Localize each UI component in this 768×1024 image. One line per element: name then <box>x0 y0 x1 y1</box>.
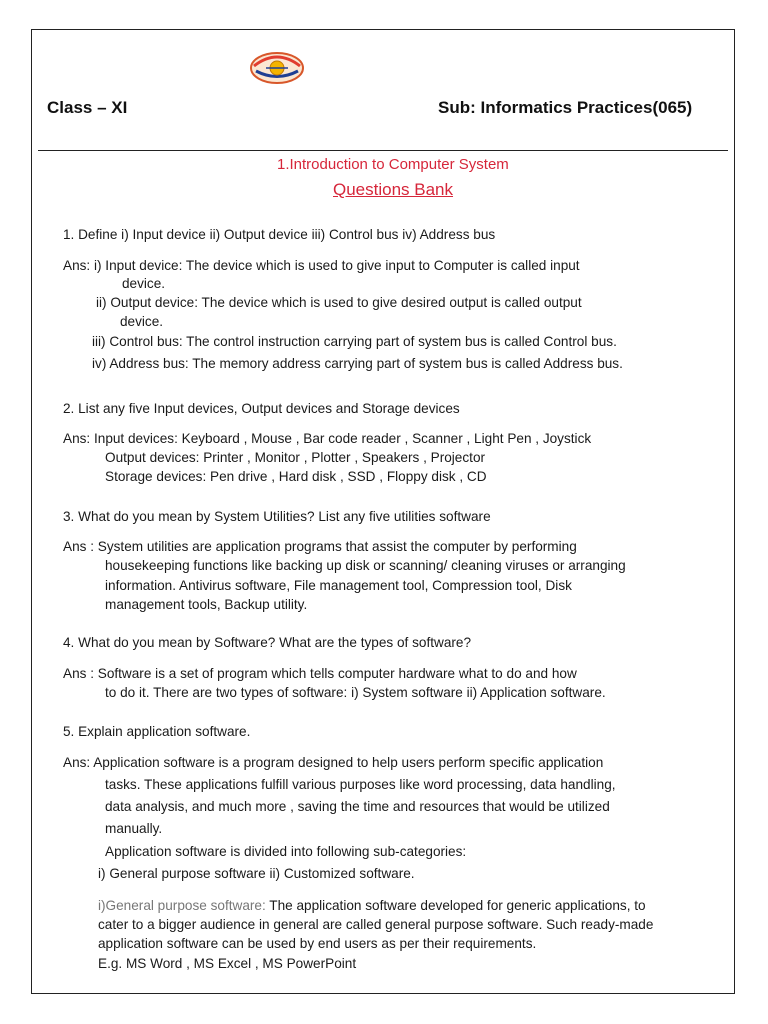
school-logo <box>248 50 306 86</box>
question-2: 2. List any five Input devices, Output devices and Storage devices <box>63 401 460 416</box>
answer-3-line: housekeeping functions like backing up disk or scanning/ cleaning viruses or arranging <box>105 558 626 573</box>
question-1: 1. Define i) Input device ii) Output device iii) Control bus iv) Address bus <box>63 227 496 242</box>
chapter-title: 1.Introduction to Computer System <box>277 156 509 173</box>
general-purpose-line: The application software developed for generic applications, to <box>269 898 646 913</box>
general-purpose-paragraph <box>98 896 646 915</box>
answer-4-line: to do it. There are two types of software: i) System software ii) Application software. <box>105 685 606 700</box>
answer-3-line: Ans : System utilities are application programs that assist the computer by performing <box>63 539 577 554</box>
answer-5-line: Ans: Application software is a program designed to help users perform specific application <box>63 755 604 770</box>
question-3: 3. What do you mean by System Utilities? List any five utilities software <box>63 509 491 524</box>
question-5: 5. Explain application software. <box>63 724 251 739</box>
general-purpose-line: cater to a bigger audience in general are called general purpose software. Such ready-made <box>98 917 654 932</box>
subject-label: Sub: Informatics Practices(065) <box>438 98 693 117</box>
answer-1-line: Ans: i) Input device: The device which is used to give input to Computer is called input <box>63 258 580 273</box>
header-divider <box>38 150 728 151</box>
answer-5-line: data analysis, and much more , saving the time and resources that would be utilized <box>105 799 610 814</box>
class-label: Class – XI <box>47 98 128 117</box>
answer-5-line: tasks. These applications fulfill various purposes like word processing, data handling, <box>105 777 616 792</box>
general-purpose-line: application software can be used by end users as per their requirements. <box>98 936 537 951</box>
answer-1-line: iv) Address bus: The memory address carrying part of system bus is called Address bus. <box>92 356 623 371</box>
answer-1-line: ii) Output device: The device which is used to give desired output is called output <box>96 295 582 310</box>
answer-2-line: Ans: Input devices: Keyboard , Mouse , Bar code reader , Scanner , Light Pen , Joystick <box>63 431 592 446</box>
answer-1-line: iii) Control bus: The control instruction carrying part of system bus is called Control bus. <box>92 334 617 349</box>
answer-4-line: Ans : Software is a set of program which tells computer hardware what to do and how <box>63 666 577 681</box>
answer-2-line: Output devices: Printer , Monitor , Plotter , Speakers , Projector <box>105 450 486 465</box>
answer-5-line: Application software is divided into following sub-categories: <box>105 844 467 859</box>
section-title: Questions Bank <box>333 180 454 199</box>
answer-1-line: device. <box>120 314 164 329</box>
answer-3-line: management tools, Backup utility. <box>105 597 308 612</box>
answer-5-line: manually. <box>105 821 163 836</box>
question-4: 4. What do you mean by Software? What are the types of software? <box>63 635 472 650</box>
answer-5-line: i) General purpose software ii) Customized software. <box>98 866 415 881</box>
general-purpose-examples: E.g. MS Word , MS Excel , MS PowerPoint <box>98 956 357 971</box>
answer-2-line: Storage devices: Pen drive , Hard disk , SSD , Floppy disk , CD <box>105 469 487 484</box>
answer-3-line: information. Antivirus software, File management tool, Compression tool, Disk <box>105 578 572 593</box>
general-purpose-term: i)General purpose software: <box>98 898 266 913</box>
answer-1-line: device. <box>122 276 166 291</box>
